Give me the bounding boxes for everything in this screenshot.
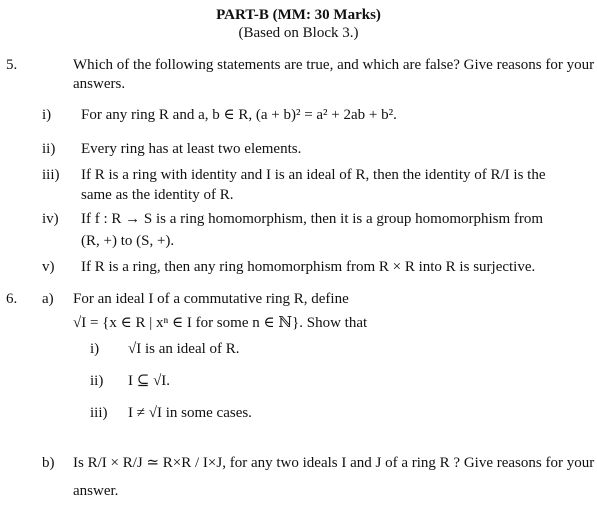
- q5-item-iii-label: iii): [42, 167, 60, 183]
- q6a-sub-ii-label: ii): [90, 373, 104, 389]
- q5-item-iv-line1: If f : R → S is a ring homomorphism, then it is a group homomorphism from: [81, 211, 544, 227]
- q5-item-v-label: v): [42, 259, 55, 275]
- question-6-number: 6.: [6, 291, 18, 307]
- q6a-sub-iii-text: I ≠ √I in some cases.: [128, 405, 252, 421]
- q6-part-b-label: b): [42, 455, 55, 471]
- q6a-sub-i-label: i): [90, 341, 100, 357]
- q6-part-b-line1: Is R/I × R/J ≃ R×R / I×J, for any two ideals I and J of a ring R ? Give reasons for your: [73, 455, 595, 471]
- q6-part-a-label: a): [42, 291, 54, 307]
- q5-item-iii-line1: If R is a ring with identity and I is an ideal of R, then the identity of R/I is the: [81, 167, 546, 183]
- q6-part-b-line2: answer.: [73, 483, 119, 499]
- q5-item-ii-text: Every ring has at least two elements.: [81, 141, 302, 157]
- question-5-stem-line1: Which of the following statements are true, and which are false? Give reasons for your: [73, 57, 595, 73]
- question-5-number: 5.: [6, 57, 18, 73]
- q6a-sub-iii-label: iii): [90, 405, 108, 421]
- q6a-sub-i-text: √I is an ideal of R.: [128, 341, 240, 357]
- q6-part-a-line2: √I = {x ∈ R | xⁿ ∈ I for some n ∈ ℕ}. Show that: [73, 315, 368, 331]
- q5-item-iii-line2: same as the identity of R.: [81, 187, 234, 203]
- q5-item-iv-line2: (R, +) to (S, +).: [81, 233, 175, 249]
- q5-item-i-label: i): [42, 107, 52, 123]
- page-title: PART-B (MM: 30 Marks): [216, 7, 381, 23]
- q5-item-ii-label: ii): [42, 141, 56, 157]
- q5-item-i-text: For any ring R and a, b ∈ R, (a + b)² = a² + 2ab + b².: [81, 107, 397, 123]
- q6a-sub-ii-text: I ⊆ √I.: [128, 373, 171, 389]
- q5-item-iv-label: iv): [42, 211, 59, 227]
- question-5-stem-line2: answers.: [73, 76, 126, 92]
- q6-part-a-line1: For an ideal I of a commutative ring R, define: [73, 291, 349, 307]
- q5-item-v-text: If R is a ring, then any ring homomorphism from R × R into R is surjective.: [81, 259, 536, 275]
- page-subtitle: (Based on Block 3.): [238, 25, 359, 41]
